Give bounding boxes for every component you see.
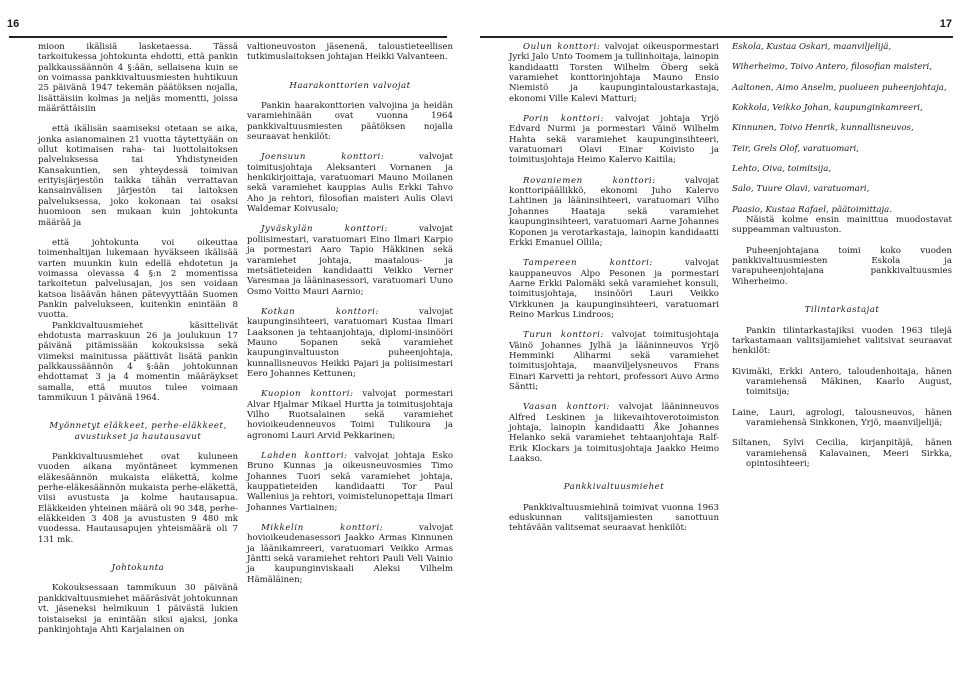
branch-name: Vaasan konttori: (523, 402, 610, 413)
member-text: Paasio, Kustaa Rafael, päätoimittaja. (732, 204, 893, 215)
branch-name: Oulun konttori: (523, 42, 601, 52)
branch-text: valvojat hovioikeudenasessori Jaakko Armas Kinnunen ja läänikamreeri, varatuomari Veikko Armas Jäntti sekä varamiehet rehtori Pauli Veli Vainio ja kaupunginviskaali Aleksi Vilhelm Hämäläinen; (247, 523, 453, 585)
left-page-column-1 (38, 42, 238, 635)
member-entry (732, 184, 952, 194)
paragraph: mioon ikälisiä lasketaessa. Tässä tarkoitukessa johtokunta ehdotti, että pankin palkkaussäännön 4 §:ään, sellaisena kuin se on voimassa pankkivaltuusmiesten huhtikuun 25 päivänä 1947 tekemän päätöksen nojalla, lisättäisiin kolmas ja neljäs momentti, joissa määrättäisiin (38, 42, 238, 115)
paragraph: että johtokunta voi oikeuttaa toimenhaltijan lukemaan hyväkseen ikälisää varten muunkin kuin edellä ehdotetun ja voimassa olevassa 4 §:n 2 momentissa tarkoitetun palvelusajan, jos sen voidaan katsoa lisäävän hänen pätevyyttään Suomen Pankin palvelukseen, kuitenkin enintään 8 vuotta. (38, 237, 238, 321)
branch-entry (247, 224, 453, 296)
branch-entry (247, 307, 453, 379)
branch-text: valvojat kauppaneuvos Alpo Pesonen ja pormestari Aarne Erkki Palomäki sekä varamiehet konsuli, toimitusjohtaja, insinööri Lauri Veikko Virkkunen ja kaupunginsihteeri, varatuomari Reino Markus Lindroos; (509, 258, 720, 320)
page-number-left: 16 (7, 18, 20, 30)
branch-entry (247, 523, 453, 585)
paragraph: Pankin haarakonttorien valvojina ja heidän varamiehinään ovat vuonna 1964 pankkivaltuusmiesten päätöksen nojalla seuraavat henkilöt: (247, 101, 453, 143)
branch-entry (509, 42, 719, 104)
branch-text: valvojat johtaja Esko Bruno Kunnas ja oikeusneuvosmies Timo Johannes Tuori sekä varamiehet johtaja, kauppatieteiden kandidaatti Tor Paul Wallenius ja rehtori, voimistelunopettaja Ilmari Johannes Vartiainen; (247, 451, 454, 513)
member-entry (732, 123, 952, 133)
branch-entry (509, 258, 719, 320)
branch-name: Porin konttori: (523, 114, 604, 125)
branch-text: valvojat toimitusjohtaja Aleksanteri Vornanen ja henkikirjoittaja, varatuomari Mauno Moilanen sekä varamiehet kauppias Aulis Erkki Tahvo Aho ja rehtori, filosofian maisteri Aulis Olavi Waldemar Koivusalo; (247, 152, 453, 215)
branch-name: Jyväskylän konttori: (261, 224, 388, 235)
member-entry (732, 83, 952, 93)
section-heading: Johtokunta (111, 563, 165, 574)
member-entry (732, 205, 952, 215)
section-heading: Pankkivaltuusmiehet (563, 482, 665, 493)
section-heading: Myönnetyt eläkkeet, perhe-eläkkeet, avustukset ja hautausavut (49, 421, 227, 442)
branch-name: Lahden konttori: (261, 451, 348, 461)
member-text: Aaltonen, Aimo Anselm, puolueen puheenjohtaja, (732, 82, 947, 93)
paragraph: Pankkivaltuusmiehinä toimivat vuonna 1963 eduskunnan valitsijamiesten sanottuun tehtävään valitsemat seuraavat henkilöt: (509, 502, 719, 534)
branch-text: valvojat oikeuspormestari Jyrki Jalo Unto Toomem ja tullinhoitaja, lainopin kandidaatti Torsten Wilhelm Öberg sekä varamiehet konttorinjohtaja Mauno Ensio Niemistö ja kaupungintaloustarkastaja, ekonomi Ville Kalevi Matturi; (509, 42, 719, 104)
auditor-entry: Laine, Lauri, agrologi, talousneuvos, hänen varamiehensä Sinkkonen, Yrjö, maanviljelijä; (732, 407, 952, 428)
header-rule-right (480, 36, 953, 38)
member-text: Salo, Tuure Olavi, varatuomari, (732, 184, 870, 195)
section-heading: Haarakonttorien valvojat (289, 80, 411, 91)
paragraph: Pankin tilintarkastajiksi vuoden 1963 tilejä tarkastamaan valitsijamiehet valitsivat seuraavat henkilöt: (732, 325, 952, 357)
paragraph: Pankkivaltuusmiehet käsittelivät ehdotusta marraskuun 26 ja joulukuun 17 päivänä pitämissään kokouksissa sekä viimeksi mainitussa päättivät lisätä pankin palkkaussäännön 4 §:ään johtokunnan ehdottamat 3 ja 4 momentin määräykset samalla, että muutos tulee voimaan tammikuun 1 päivänä 1964. (38, 320, 238, 403)
paragraph: Näistä kolme ensin mainittua muodostavat suppeamman valtuuston. (732, 215, 952, 236)
branch-entry (509, 330, 719, 392)
member-text: Teir, Grels Olof, varatuomari, (732, 143, 860, 154)
branch-name: Rovaniemen konttori: (523, 175, 656, 186)
branch-text: valvojat toimitusjohtaja Väinö Johannes Jylhä ja lääninneuvos Yrjö Hemminki Aliharmi sekä varamiehet toimitusjohtaja, maanviljelysneuvos Frans Einari Karvetti ja rehtori, professori Auvo Armo Säntti; (509, 330, 719, 392)
branch-name: Joensuun konttori: (261, 152, 385, 163)
branch-name: Tampereen konttori: (523, 258, 653, 269)
paragraph: Kokouksessaan tammikuun 30 päivänä pankkivaltuusmiehet määräsivät johtokunnan vt. jäseneksi helmikuun 1 päivästä lukien toistaiseksi ja enintään siksi ajaksi, jonka pankinjohtaja Ahti Karjalainen on (38, 583, 238, 635)
member-entry (732, 62, 952, 72)
member-text: Lehto, Oiva, toimitsija, (732, 164, 832, 175)
branch-text: valvojat lääninneuvos Alfred Leskinen ja liikevaihtoverotoimiston johtaja, lainopin kandidaatti Åke Johannes Helanko sekä varamiehet tehtaanjohtaja Ralf-Erik Klockars ja toimitusjohtaja Jaakko Heimo Laakso. (509, 402, 720, 465)
paragraph: valtioneuvoston jäsenenä, taloustieteellisen tutkimuslaitoksen johtajan Heikki Valvanteen. (247, 42, 453, 63)
member-entry (732, 144, 952, 154)
branch-text: valvojat johtaja Yrjö Edvard Nurmi ja pormestari Väinö Wilhelm Hahta sekä varamiehet kaupunginsihteeri, varatuomari Olavi Einar Koivisto ja toimitusjohtaja Heimo Kalervo Kaitila; (509, 114, 719, 166)
branch-text: valvojat konttoripäällikkö, ekonomi Juho Kalervo Lahtinen ja lääninsihteeri, varatuomari Vilho Johannes Haataja sekä varamiehet kaupunginsihteeri, varatuomari Aarne Johannes Koponen ja verotarkastaja, lainopin kandidaatti Erkki Emanuel Ollila; (509, 175, 719, 248)
member-text: Wiherheimo, Toivo Antero, filosofian maisteri, (732, 62, 933, 73)
branch-text: valvojat poliisimestari, varatuomari Eino Ilmari Karpio ja pormestari Aaro Tapio Häkkinen sekä varamiehet johtaja, maatalous- ja metsätieteiden kandidaatti Veikko Verner Varesmaa ja lääninasessori, varatuomari Uuno Osmo Voitto Mauri Aarnio; (247, 224, 453, 297)
auditor-entry: Kivimäki, Erkki Antero, taloudenhoitaja, hänen varamiehensä Mäkinen, Kaarlo August, toimitsija; (732, 366, 952, 398)
paragraph: Puheenjohtajana toimi koko vuoden pankkivaltuusmiesten Eskola ja varapuheenjohtajana pankkivaltuusmies Wiherheimo. (732, 245, 952, 287)
right-page-column-2 (732, 42, 952, 469)
paragraph: Pankkivaltuusmiehet ovat kuluneen vuoden aikana myöntäneet kymmenen eläkesäännön mukaista eläkettä, kolme perhe-eläkesäännön mukaista perhe-eläkettä, viisi avustusta ja kolme hautausapua. Eläkkeiden yhteinen määrä oli 90 348, perhe-eläkkeiden 3 408 ja avustusten 9 480 mk vuodessa. Hautausapujen yhteismäärä oli 7 131 mk. (38, 452, 238, 545)
branch-name: Turun konttori: (523, 330, 604, 341)
page-number-right: 17 (939, 18, 952, 30)
member-text: Eskola, Kustaa Oskari, maanviljelijä, (732, 42, 892, 52)
branch-entry (247, 389, 453, 441)
branch-entry (509, 402, 719, 464)
header-rule-left (9, 36, 447, 38)
branch-entry (509, 114, 719, 166)
auditor-entry: Siltanen, Sylvi Cecilia, kirjanpitäjä, hänen varamiehensä Kalavainen, Meeri Sirkka, opintosihteeri; (732, 438, 952, 469)
branch-name: Kotkan konttori: (261, 306, 380, 317)
branch-text: valvojat pormestari Alvar Hjalmar Mikael Hurtta ja toimitusjohtaja Vilho Ruotsalainen sekä varamiehet hovioikeudenneuvos Toimi Tulikoura ja agronomi Lauri Arvid Pekkarinen; (247, 389, 453, 441)
section-heading: Tilintarkastajat (804, 305, 880, 316)
right-page-column-1 (509, 42, 719, 534)
branch-entry (247, 451, 453, 513)
paragraph: että ikälisän saamiseksi otetaan se aika, jonka asianomainen 21 vuotta täytettyään on ollut kotimaisen raha- tai luottolaitoksen palveluksessa tai Yhdistyneiden Kansakuntien, sen yhteydessä toimivan erityisjärjestön taikka tähän verrattavan kansainvälisen järjestön tai laitoksen palveluksessa, joko kokonaan tai osaksi huomioon sen mukaan kuin johtokunta määrää ja (38, 124, 238, 228)
branch-entry (247, 152, 453, 214)
member-text: Kokkola, Veikko Johan, kaupunginkamreeri, (732, 103, 923, 114)
member-entry (732, 42, 952, 52)
branch-entry (509, 176, 719, 248)
branch-text: valvojat kaupunginsihteeri, varatuomari Kustaa Ilmari Laaksonen ja tehtaanjohtaja, diplomi-insinööri Mauno Sopanen sekä varamiehet kaupunginvaltuuston puheenjohtaja, kunnallisneuvos Heikki Pajari ja poliisimestari Eero Johannes Kettunen; (247, 306, 453, 379)
member-entry (732, 164, 952, 174)
branch-name: Mikkelin konttori: (261, 523, 384, 534)
member-entry (732, 103, 952, 113)
branch-name: Kuopion konttori: (261, 389, 354, 400)
left-page-column-2 (247, 42, 453, 585)
member-text: Kinnunen, Toivo Henrik, kunnallisneuvos, (732, 123, 914, 134)
